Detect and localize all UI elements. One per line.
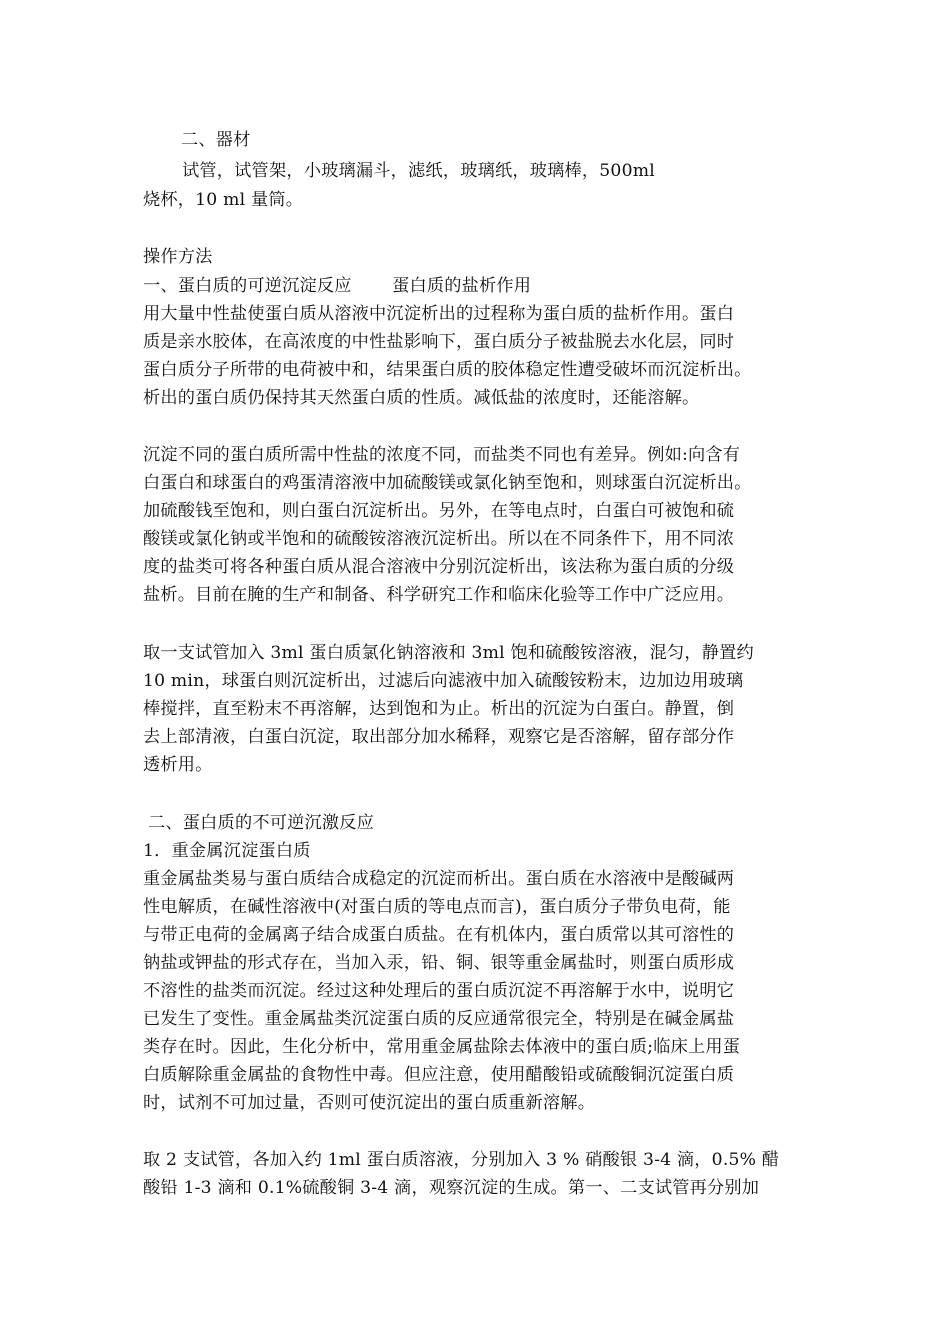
paragraph-line: 去上部清液，白蛋白沉淀，取出部分加水稀释，观察它是否溶解，留存部分作 — [143, 727, 735, 747]
paragraph-line: 取 2 支试管，各加入约 1ml 蛋白质溶液，分别加入 3 % 硝酸银 3-4 滴，0.5% 醋 — [143, 1150, 780, 1170]
section-heading-procedure: 操作方法 — [143, 247, 213, 267]
paragraph-line: 白质解除重金属盐的食物性中毒。但应注意，使用醋酸铅或硫酸铜沉淀蛋白质 — [143, 1065, 735, 1085]
paragraph-line: 沉淀不同的蛋白质所需中性盐的浓度不同，而盐类不同也有差异。例如:向含有 — [143, 445, 741, 465]
paragraph-line: 10 min，球蛋白则沉淀析出，过滤后向滤液中加入硫酸铵粉末，边加边用玻璃 — [143, 671, 744, 691]
subsection-heading-heavy-metal: 1．重金属沉淀蛋白质 — [143, 841, 311, 861]
paragraph-line: 质是亲水胶体，在高浓度的中性盐影响下，蛋白质分子被盐脱去水化层，同时 — [143, 332, 735, 352]
paragraph-line: 加硫酸钱至饱和，则白蛋白沉淀析出。另外，在等电点时，白蛋白可被饱和硫 — [143, 501, 735, 521]
paragraph-line: 与带正电荷的金属离子结合成蛋白质盐。在有机体内，蛋白质常以其可溶性的 — [143, 925, 735, 945]
paragraph-line: 取一支试管加入 3ml 蛋白质氯化钠溶液和 3ml 饱和硫酸铵溶液，混匀，静置约 — [143, 643, 754, 663]
subsection-heading-reversible-precipitation: 一、蛋白质的可逆沉淀反应 蛋白质的盐析作用 — [143, 276, 532, 296]
paragraph-line: 酸铅 1-3 滴和 0.1%硫酸铜 3-4 滴，观察沉淀的生成。第一、二支试管再分别加 — [143, 1178, 760, 1198]
paragraph-line: 类存在时。因此，生化分析中，常用重金属盐除去体液中的蛋白质;临床上用蛋 — [143, 1037, 741, 1057]
paragraph-line: 透析用。 — [143, 755, 213, 775]
paragraph-line: 酸镁或氯化钠或半饱和的硫酸铵溶液沉淀析出。所以在不同条件下，用不同浓 — [143, 529, 735, 549]
paragraph-line: 已发生了变性。重金属盐类沉淀蛋白质的反应通常很完全，特别是在碱金属盐 — [143, 1009, 735, 1029]
section-heading-equipment: 二、器材 — [181, 130, 251, 150]
paragraph-line: 析出的蛋白质仍保持其天然蛋白质的性质。减低盐的浓度时，还能溶解。 — [143, 388, 700, 408]
paragraph-line: 不溶性的盐类而沉淀。经过这种处理后的蛋白质沉淀不再溶解于水中，说明它 — [143, 981, 735, 1001]
equipment-text-line: 试管，试管架，小玻璃漏斗，滤纸，玻璃纸，玻璃棒，500ml — [182, 161, 655, 181]
equipment-text-line: 烧杯，10 ml 量筒。 — [143, 190, 304, 210]
section-heading-irreversible-precipitation: 二、蛋白质的不可逆沉激反应 — [148, 813, 375, 833]
paragraph-line: 性电解质，在碱性溶液中(对蛋白质的等电点而言)，蛋白质分子带负电荷，能 — [143, 897, 731, 917]
paragraph-line: 蛋白质分子所带的电荷被中和，结果蛋白质的胶体稳定性遭受破坏而沉淀析出。 — [143, 360, 752, 380]
paragraph-line: 钠盐或钾盐的形式存在，当加入汞，铅、铜、银等重金属盐时，则蛋白质形成 — [143, 953, 735, 973]
paragraph-line: 度的盐类可将各种蛋白质从混合溶液中分别沉淀析出，该法称为蛋白质的分级 — [143, 557, 735, 577]
paragraph-line: 棒搅拌，直至粉末不再溶解，达到饱和为止。析出的沉淀为白蛋白。静置，倒 — [143, 699, 735, 719]
paragraph-line: 白蛋白和球蛋白的鸡蛋清溶液中加硫酸镁或氯化钠至饱和，则球蛋白沉淀析出。 — [143, 473, 752, 493]
paragraph-line: 盐析。目前在腌的生产和制备、科学研究工作和临床化验等工作中广泛应用。 — [143, 585, 735, 605]
paragraph-line: 用大量中性盐使蛋白质从溶液中沉淀析出的过程称为蛋白质的盐析作用。蛋白 — [143, 304, 735, 324]
paragraph-line: 重金属盐类易与蛋白质结合成稳定的沉淀而析出。蛋白质在水溶液中是酸碱两 — [143, 869, 735, 889]
paragraph-line: 时，试剂不可加过量，否则可使沉淀出的蛋白质重新溶解。 — [143, 1093, 596, 1113]
